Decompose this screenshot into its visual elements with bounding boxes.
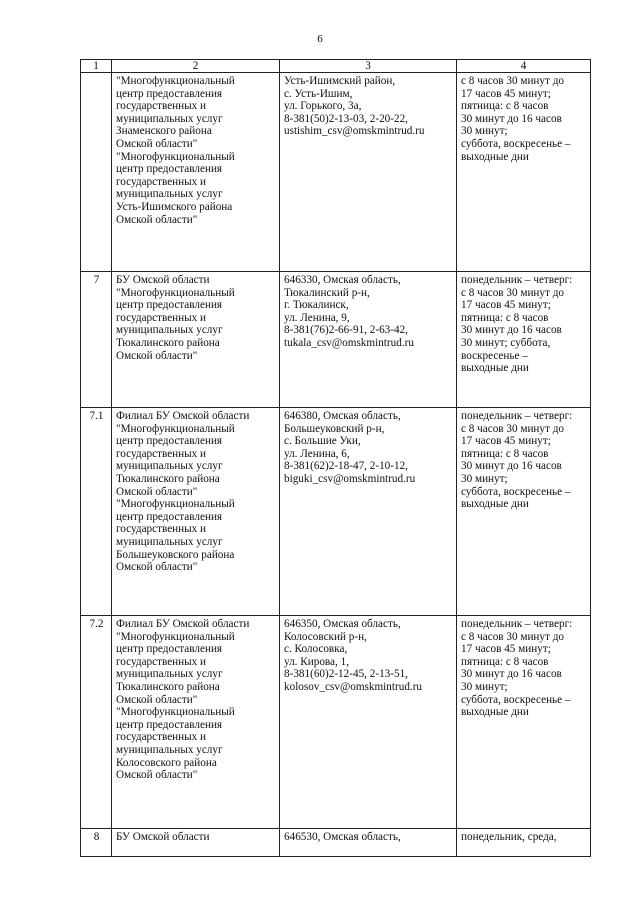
organization-name-line: государственных и	[116, 100, 207, 113]
organization-name-line: муниципальных услуг	[116, 112, 223, 125]
organization-name	[112, 829, 280, 857]
address-contacts	[280, 272, 457, 408]
organization-name-line: государственных и	[116, 447, 207, 460]
working-hours-line: 17 часов 45 минут;	[461, 643, 551, 656]
organization-name	[112, 408, 280, 616]
organization-name-line: центр предоставления	[116, 718, 223, 731]
organization-name-line: Тюкалинского района	[116, 472, 220, 485]
organization-name-line: "Многофункциональный	[116, 150, 235, 163]
working-hours-line: 30 минут;	[461, 125, 508, 138]
organization-name-line: "Многофункциональный	[116, 286, 235, 299]
organization-name-line: Омской области"	[116, 561, 198, 574]
organization-name	[112, 73, 280, 272]
address-contacts-line: 8-381(50)2-13-03, 2-20-22,	[284, 112, 408, 125]
organization-name-line: Большеуковского района	[116, 548, 235, 561]
row-number	[81, 73, 112, 272]
working-hours-line: воскресенье –	[461, 349, 528, 362]
column-header: 4	[457, 60, 591, 73]
working-hours-line: 17 часов 45 минут;	[461, 435, 551, 448]
organization-name-line: государственных и	[116, 523, 207, 536]
address-contacts-line: 8-381(60)2-12-45, 2-13-51,	[284, 668, 408, 681]
working-hours-line: выходные дни	[461, 362, 529, 375]
column-header: 3	[280, 60, 457, 73]
address-contacts-line: ustishim_csv@omskmintrud.ru	[284, 125, 425, 138]
working-hours-line: 30 минут до 16 часов	[461, 460, 562, 473]
organization-name-line: муниципальных услуг	[116, 324, 223, 337]
organization-name-line: муниципальных услуг	[116, 460, 223, 473]
organization-name-line: "Многофункциональный	[116, 498, 235, 511]
organization-name-line: государственных и	[116, 655, 207, 668]
working-hours-line: пятница: с 8 часов	[461, 100, 549, 113]
address-contacts-line: 646380, Омская область,	[284, 410, 401, 422]
organization-name-line: Омской области"	[116, 693, 198, 706]
address-contacts-line: Усть-Ишимский район,	[284, 75, 396, 87]
working-hours-line: с 8 часов 30 минут до	[461, 422, 564, 435]
working-hours-line: с 8 часов 30 минут до	[461, 630, 564, 643]
organization-name-line: Знаменского района	[116, 125, 212, 138]
address-contacts-line: ул. Кирова, 1,	[284, 655, 349, 668]
address-contacts-line: Колосовский р-н,	[284, 630, 367, 643]
table-row	[81, 616, 591, 829]
address-contacts-line: kolosov_csv@omskmintrud.ru	[284, 680, 423, 693]
address-contacts	[280, 408, 457, 616]
organization-name-line: Омской области"	[116, 349, 198, 362]
organization-name	[112, 616, 280, 829]
address-contacts-line: 8-381(76)2-66-91, 2-63-42,	[284, 324, 408, 337]
organization-name-line: центр предоставления	[116, 510, 223, 523]
table-header-row	[81, 60, 591, 73]
address-contacts-line: 646530, Омская область,	[284, 831, 401, 843]
organization-name-line: муниципальных услуг	[116, 535, 223, 548]
address-contacts-line: ул. Ленина, 6,	[284, 447, 350, 460]
working-hours-line: 17 часов 45 минут;	[461, 299, 551, 312]
organization-name-line: Тюкалинского района	[116, 336, 220, 349]
organization-name-line: Омской области"	[116, 769, 198, 782]
organization-name-line: БУ Омской области	[116, 831, 210, 843]
address-contacts-line: с. Усть-Ишим,	[284, 87, 353, 100]
working-hours-line: с 8 часов 30 минут до	[461, 75, 564, 87]
organization-name	[112, 272, 280, 408]
address-contacts	[280, 616, 457, 829]
address-contacts-line: 646330, Омская область,	[284, 274, 401, 286]
working-hours	[457, 272, 591, 408]
working-hours-line: 30 минут; суббота,	[461, 336, 551, 349]
organization-name-line: государственных и	[116, 731, 207, 744]
working-hours	[457, 408, 591, 616]
organization-name-line: "Многофункциональный	[116, 422, 235, 435]
row-number: 7	[81, 272, 112, 408]
working-hours-line: суббота, воскресенье –	[461, 693, 571, 706]
address-contacts-line: Большеуковский р-н,	[284, 422, 385, 435]
organization-name-line: Тюкалинского района	[116, 680, 220, 693]
working-hours-line: понедельник – четверг:	[461, 274, 573, 286]
address-contacts-line: biguki_csv@omskmintrud.ru	[284, 472, 416, 485]
working-hours-line: с 8 часов 30 минут до	[461, 286, 564, 299]
page-number: 6	[317, 33, 323, 45]
table-row	[81, 272, 591, 408]
address-contacts-line: tukala_csv@omskmintrud.ru	[284, 336, 414, 349]
working-hours-line: суббота, воскресенье –	[461, 485, 571, 498]
column-header: 2	[112, 60, 280, 73]
organization-name-line: Колосовского района	[116, 756, 217, 769]
working-hours-line: выходные дни	[461, 706, 529, 719]
address-contacts-line: с. Большие Уки,	[284, 435, 361, 448]
organization-name-line: Омской области"	[116, 213, 198, 226]
working-hours-line: пятница: с 8 часов	[461, 655, 549, 668]
row-number: 7.1	[81, 408, 112, 616]
working-hours-line: понедельник – четверг:	[461, 618, 573, 630]
organization-name-line: государственных и	[116, 175, 207, 188]
working-hours-line: выходные дни	[461, 498, 529, 511]
working-hours-line: 30 минут;	[461, 680, 508, 693]
address-contacts-line: с. Колосовка,	[284, 643, 348, 656]
organization-name-line: центр предоставления	[116, 435, 223, 448]
table-row	[81, 73, 591, 272]
organization-name-line: "Многофункциональный	[116, 75, 235, 87]
address-contacts-line: ул. Горького, 3а,	[284, 100, 362, 113]
row-number: 7.2	[81, 616, 112, 829]
row-number: 8	[81, 829, 112, 857]
organization-name-line: государственных и	[116, 311, 207, 324]
working-hours-line: пятница: с 8 часов	[461, 311, 549, 324]
working-hours-line: 30 минут до 16 часов	[461, 324, 562, 337]
organization-name-line: центр предоставления	[116, 643, 223, 656]
address-contacts-line: г. Тюкалинск,	[284, 299, 349, 312]
organization-name-line: БУ Омской области	[116, 274, 210, 286]
working-hours	[457, 829, 591, 857]
address-contacts-line: 8-381(62)2-18-47, 2-10-12,	[284, 460, 408, 473]
working-hours	[457, 73, 591, 272]
organization-name-line: муниципальных услуг	[116, 743, 223, 756]
address-contacts	[280, 829, 457, 857]
working-hours-line: выходные дни	[461, 150, 529, 163]
working-hours-line: понедельник – четверг:	[461, 410, 573, 422]
working-hours-line: 30 минут до 16 часов	[461, 112, 562, 125]
organization-name-line: Омской области"	[116, 137, 198, 150]
address-contacts	[280, 73, 457, 272]
organization-name-line: центр предоставления	[116, 163, 223, 176]
working-hours-line: 30 минут до 16 часов	[461, 668, 562, 681]
organization-name-line: Филиал БУ Омской области	[116, 618, 250, 630]
working-hours-line: суббота, воскресенье –	[461, 137, 571, 150]
address-contacts-line: ул. Ленина, 9,	[284, 311, 350, 324]
column-header: 1	[81, 60, 112, 73]
table-row	[81, 829, 591, 857]
working-hours	[457, 616, 591, 829]
organization-name-line: Омской области"	[116, 485, 198, 498]
organization-name-line: "Многофункциональный	[116, 706, 235, 719]
working-hours-line: пятница: с 8 часов	[461, 447, 549, 460]
address-contacts-line: Тюкалинский р-н,	[284, 286, 370, 299]
organization-name-line: "Многофункциональный	[116, 630, 235, 643]
organization-name-line: муниципальных услуг	[116, 668, 223, 681]
working-hours-line: 17 часов 45 минут;	[461, 87, 551, 100]
working-hours-line: 30 минут;	[461, 472, 508, 485]
address-contacts-line: 646350, Омская область,	[284, 618, 401, 630]
organization-name-line: муниципальных услуг	[116, 188, 223, 201]
organization-name-line: Усть-Ишимского района	[116, 200, 233, 213]
working-hours-line: понедельник, среда,	[461, 831, 557, 843]
organization-name-line: центр предоставления	[116, 299, 223, 312]
organization-name-line: Филиал БУ Омской области	[116, 410, 250, 422]
organization-name-line: центр предоставления	[116, 87, 223, 100]
institutions-table	[80, 59, 591, 857]
table-row	[81, 408, 591, 616]
